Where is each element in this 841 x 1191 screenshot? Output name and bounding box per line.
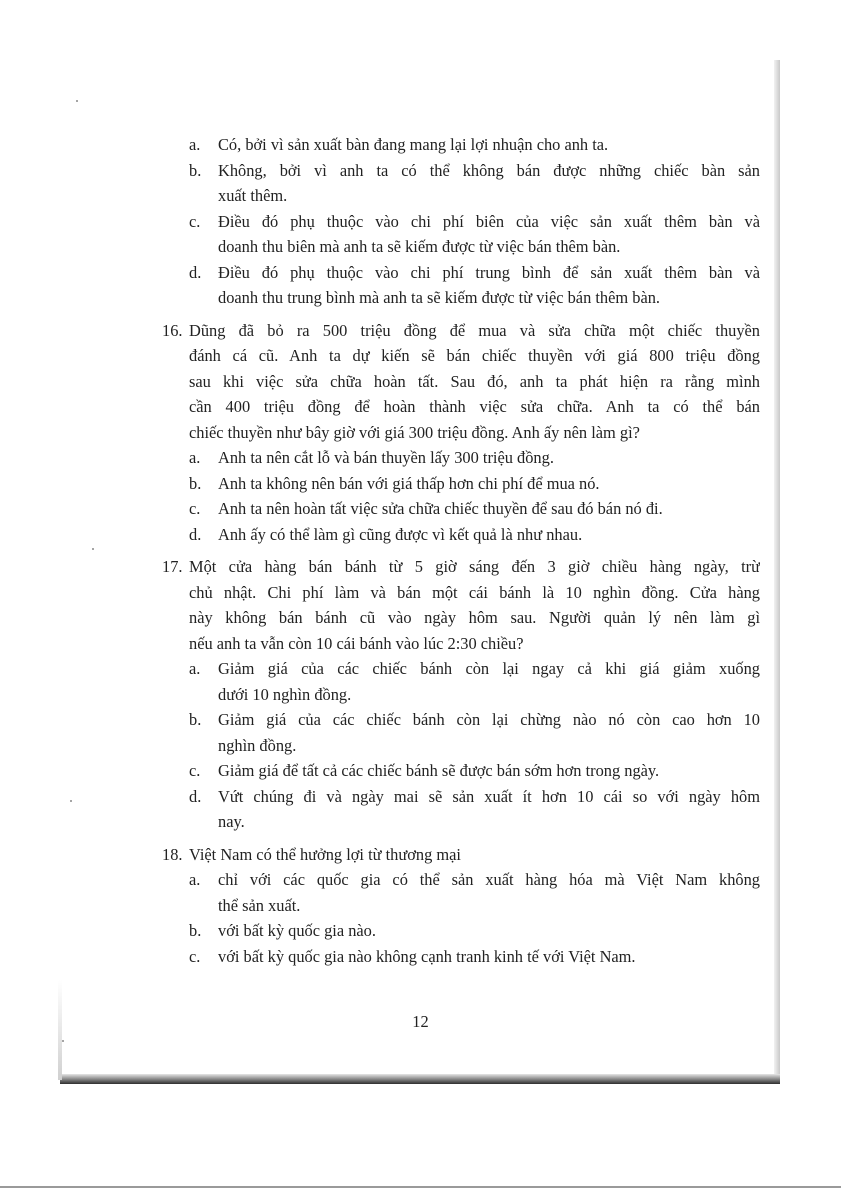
option-17a — [162, 656, 760, 682]
option-17b — [162, 707, 760, 733]
option-label: c. — [189, 211, 201, 231]
option-16c — [162, 496, 760, 522]
option-text: Anh ấy có thể làm gì cũng được vì kết quả là như nhau. — [218, 524, 583, 544]
option-label: c. — [189, 499, 201, 518]
option-text: Không, bởi vì anh ta có thể không bán được những chiếc bàn sản — [218, 160, 760, 180]
scan-speck — [70, 800, 72, 802]
option-17c — [162, 758, 760, 784]
option-text: chỉ với các quốc gia có thể sản xuất hàng hóa mà Việt Nam không — [218, 870, 760, 889]
stem-text: Một cửa hàng bán bánh từ 5 giờ sáng đến 3 giờ chiều hàng ngày, trừ — [189, 557, 760, 576]
option-label: d. — [189, 262, 202, 282]
option-text: Giảm giá để tất cả các chiếc bánh sẽ được bán sớm hơn trong ngày. — [218, 761, 660, 780]
option-16d — [162, 522, 760, 548]
question-17 — [162, 554, 760, 835]
scan-speck — [62, 1040, 64, 1042]
option-15b-continuation: xuất thêm. — [218, 186, 288, 205]
scan-bottom-rule — [0, 1186, 841, 1188]
question-17-stem-line: này không bán bánh cũ vào ngày hôm sau. Người quản lý nên làm gì — [189, 608, 760, 627]
option-17a-continuation: dưới 10 nghìn đồng. — [218, 684, 352, 704]
question-number: 18. — [162, 844, 183, 864]
option-17d — [162, 784, 760, 810]
question-16-stem-line: cần 400 triệu đồng để hoàn thành việc sửa chữa. Anh ta có thể bán — [189, 397, 760, 416]
option-label: a. — [189, 135, 201, 154]
option-label: a. — [189, 870, 201, 889]
option-label: d. — [189, 786, 202, 806]
stem-text: Dũng đã bỏ ra 500 triệu đồng để mua và sửa chữa một chiếc thuyền — [189, 320, 760, 340]
option-15a — [162, 132, 760, 158]
option-text: Vứt chúng đi và ngày mai sẽ sản xuất ít hơn 10 cái so với ngày hôm — [218, 786, 760, 806]
option-label: a. — [189, 448, 201, 467]
option-17b-continuation: nghìn đồng. — [218, 735, 297, 755]
option-text: Điều đó phụ thuộc vào chi phí trung bình để sản xuất thêm bàn và — [218, 262, 760, 282]
option-label: b. — [189, 710, 202, 729]
scan-speck — [92, 548, 94, 550]
option-15d-continuation: doanh thu trung bình mà anh ta sẽ kiếm được từ việc bán thêm bàn. — [218, 288, 661, 307]
option-label: b. — [189, 160, 202, 180]
option-15c — [162, 209, 760, 235]
option-label: c. — [189, 946, 201, 966]
question-16-stem-line: sau khi việc sửa chữa hoàn tất. Sau đó, anh ta phát hiện ra rằng mình — [189, 371, 760, 391]
document-page — [162, 132, 760, 1032]
option-text: Anh ta nên hoàn tất việc sửa chữa chiếc thuyền để sau đó bán nó đi. — [218, 499, 663, 518]
page-number: 12 — [412, 1012, 429, 1031]
option-15d — [162, 260, 760, 286]
option-text: với bất kỳ quốc gia nào không cạnh tranh kinh tế với Việt Nam. — [218, 946, 636, 966]
question-number: 17. — [162, 557, 183, 576]
question-16 — [162, 318, 760, 548]
question-17-stem-line — [162, 554, 760, 580]
option-text: Giảm giá của các chiếc bánh còn lại chừng nào nó còn cao hơn 10 — [218, 710, 760, 729]
option-15c-continuation: doanh thu biên mà anh ta sẽ kiếm được từ việc bán thêm bàn. — [218, 237, 621, 256]
option-label: b. — [189, 921, 202, 940]
question-16-stem-line: chiếc thuyền như bây giờ với giá 300 triệu đồng. Anh ấy nên làm gì? — [189, 422, 640, 442]
option-18a-continuation: thể sản xuất. — [218, 895, 301, 915]
option-text: Giảm giá của các chiếc bánh còn lại ngay cả khi giá giảm xuống — [218, 659, 760, 678]
option-text: Điều đó phụ thuộc vào chi phí biên của việc sản xuất thêm bàn và — [218, 211, 760, 231]
question-number: 16. — [162, 320, 183, 340]
scan-shadow-right — [774, 60, 780, 1082]
option-text: Anh ta không nên bán với giá thấp hơn chi phí để mua nó. — [218, 473, 600, 493]
scan-speck — [76, 100, 78, 102]
question-17-stem-line: chủ nhật. Chi phí làm và bán một cái bánh là 10 nghìn đồng. Cửa hàng — [189, 582, 760, 602]
option-text: Anh ta nên cắt lỗ và bán thuyền lấy 300 triệu đồng. — [218, 448, 554, 467]
question-16-stem-line — [162, 318, 760, 344]
question-18-stem-line — [162, 842, 760, 868]
option-17d-continuation: nay. — [218, 812, 245, 831]
question-18 — [162, 842, 760, 970]
option-text: với bất kỳ quốc gia nào. — [218, 921, 376, 940]
scan-shadow-bottom — [60, 1074, 780, 1084]
option-16b — [162, 471, 760, 497]
option-label: c. — [189, 761, 201, 780]
option-16a — [162, 445, 760, 471]
question-17-stem-line: nếu anh ta vẫn còn 10 cái bánh vào lúc 2:30 chiều? — [189, 633, 524, 653]
option-15b — [162, 158, 760, 184]
stem-text: Việt Nam có thể hưởng lợi từ thương mại — [189, 844, 461, 864]
question-16-stem-line: đánh cá cũ. Anh ta dự kiến sẽ bán chiếc thuyền với giá 800 triệu đồng — [189, 346, 760, 365]
option-label: a. — [189, 659, 201, 678]
option-label: b. — [189, 473, 202, 493]
option-18a — [162, 867, 760, 893]
option-18c — [162, 944, 760, 970]
question-15-options — [162, 132, 760, 311]
option-label: d. — [189, 524, 202, 544]
option-text: Có, bởi vì sản xuất bàn đang mang lại lợi nhuận cho anh ta. — [218, 135, 609, 154]
option-18b — [162, 918, 760, 944]
